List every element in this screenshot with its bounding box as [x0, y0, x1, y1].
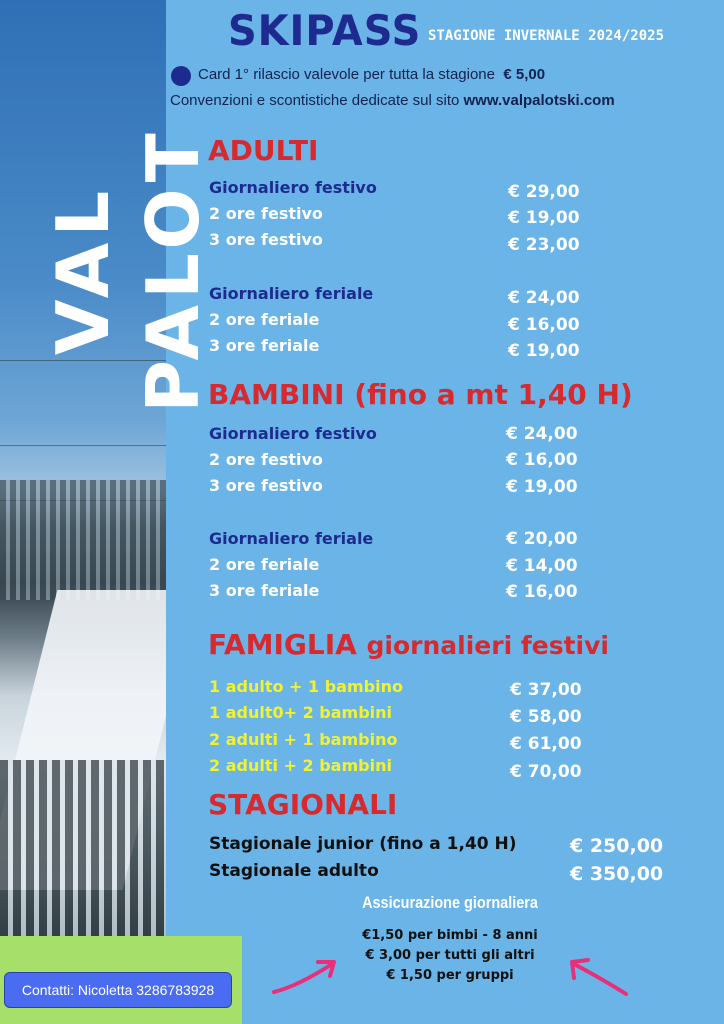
list-item-price: € 24,00 — [506, 424, 578, 444]
list-item-label: 2 ore festivo — [209, 204, 323, 223]
list-item-label: 3 ore festivo — [209, 476, 323, 495]
conventions-text: Convenzioni e scontistiche dedicate sul sito — [170, 92, 460, 109]
list-item-price: € 14,00 — [506, 556, 578, 576]
list-item-price: € 37,00 — [510, 680, 582, 700]
list-item-label: Giornaliero feriale — [209, 284, 374, 303]
list-item-label: 2 ore feriale — [209, 310, 320, 329]
list-item-price: € 58,00 — [510, 707, 582, 727]
list-item-label: Stagionale adulto — [209, 861, 379, 881]
list-item-price: € 61,00 — [510, 734, 582, 754]
list-item-label: 3 ore festivo — [209, 230, 323, 249]
list-item-label: 3 ore feriale — [209, 336, 320, 355]
list-item-label: Giornaliero festivo — [209, 178, 377, 197]
arrow-right-icon — [268, 952, 344, 998]
season-label: STAGIONE INVERNALE 2024/2025 — [428, 28, 665, 44]
insurance-line: € 3,00 per tutti gli altri — [365, 948, 535, 963]
section-title-adulti: ADULTI — [208, 134, 319, 167]
section-title-stagionali: STAGIONALI — [208, 788, 398, 821]
snowy-trees-decoration — [0, 760, 166, 940]
insurance-title: Assicurazione giornaliera — [362, 893, 538, 912]
list-item-price: € 16,00 — [506, 450, 578, 470]
list-item-price: € 350,00 — [570, 863, 664, 885]
list-item-label: 1 adult0+ 2 bambini — [209, 703, 393, 722]
list-item-label: 1 adulto + 1 bambino — [209, 677, 403, 696]
list-item-label: 2 ore festivo — [209, 450, 323, 469]
list-item-price: € 23,00 — [508, 235, 580, 255]
list-item-price: € 19,00 — [508, 341, 580, 361]
val-palot-title: VAL PALOT — [41, 127, 215, 413]
arrow-left-icon — [566, 950, 632, 1000]
list-item-label: Giornaliero festivo — [209, 424, 377, 443]
list-item-price: € 19,00 — [508, 208, 580, 228]
insurance-line: €1,50 per bimbi - 8 anni — [362, 928, 538, 943]
skipass-title: SKIPASS — [228, 6, 422, 55]
list-item-label: 2 adulti + 1 bambino — [209, 730, 398, 749]
list-item-price: € 16,00 — [508, 315, 580, 335]
list-item-label: Giornaliero feriale — [209, 529, 374, 548]
website-link[interactable]: www.valpalotski.com — [463, 92, 615, 109]
list-item-price: € 70,00 — [510, 762, 582, 782]
famiglia-title: FAMIGLIA — [208, 628, 357, 661]
forest-decoration — [0, 480, 166, 600]
section-title-bambini: BAMBINI (fino a mt 1,40 H) — [208, 378, 633, 411]
list-item-price: € 16,00 — [506, 582, 578, 602]
list-item-label: Stagionale junior (fino a 1,40 H) — [209, 834, 517, 854]
card-info — [198, 66, 545, 83]
contacts-badge[interactable]: Contatti: Nicoletta 3286783928 — [4, 972, 232, 1008]
list-item-price: € 250,00 — [570, 835, 664, 857]
card-price: € 5,00 — [503, 66, 546, 83]
card-text: Card 1° rilascio valevole per tutta la stagione — [198, 66, 495, 83]
list-item-label: 2 ore feriale — [209, 555, 320, 574]
section-title-famiglia — [208, 628, 609, 661]
bullet-dot-icon — [171, 66, 191, 86]
list-item-price: € 29,00 — [508, 182, 580, 202]
list-item-price: € 24,00 — [508, 288, 580, 308]
list-item-label: 3 ore feriale — [209, 581, 320, 600]
famiglia-subtitle: giornalieri festivi — [366, 631, 609, 660]
list-item-price: € 20,00 — [506, 529, 578, 549]
list-item-price: € 19,00 — [506, 477, 578, 497]
list-item-label: 2 adulti + 2 bambini — [209, 756, 392, 775]
insurance-line: € 1,50 per gruppi — [386, 968, 514, 983]
conventions-info — [170, 92, 615, 109]
